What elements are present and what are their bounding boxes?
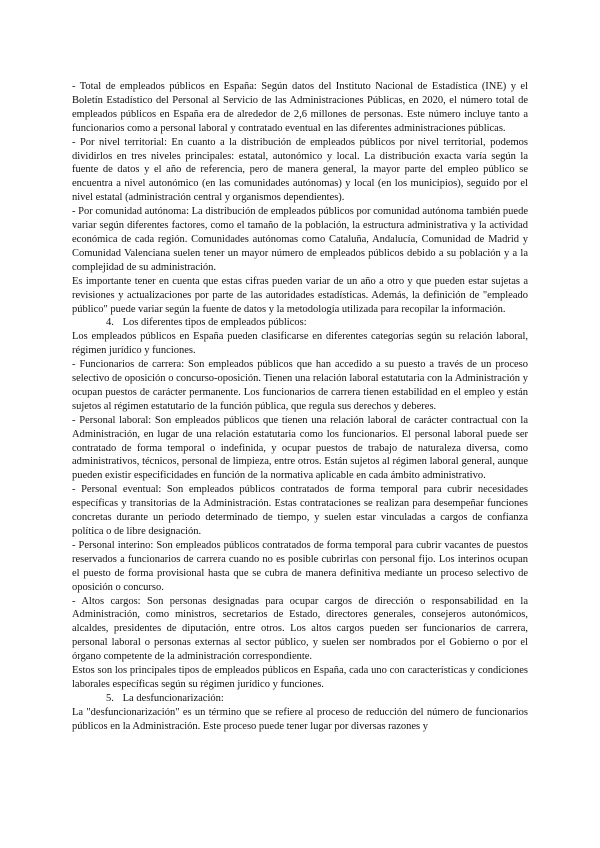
paragraph-funcionarios-carrera: - Funcionarios de carrera: Son empleados públicos que han accedido a su puesto a través de un proceso selectivo de oposición o concurso-oposición. Tienen una relación laboral estatutaria con la Administración y ocupan puestos de carácter permanente. Los funcionarios de carrera tienen estabilidad en el empleo y están sujetos al régimen estatutario de la función pública, que regula sus derechos y deberes. [72, 359, 528, 412]
paragraph-personal-interino: - Personal interino: Son empleados públicos contratados de forma temporal para cubrir vacantes de puestos reservados a funcionarios de carrera cuando no es posible cubrirlas con personal fijo. Los interinos ocupan el puesto de forma provisional hasta que se cubra de manera definitiva mediante un proceso selectivo de oposición o concurso. [72, 539, 528, 593]
paragraph-personal-laboral: - Personal laboral: Son empleados públicos que tienen una relación laboral de carácter contractual con la Administración, en lugar de una relación estatutaria como los funcionarios. El personal laboral puede ser contratado de forma temporal o indefinida, y ocupar puestos de trabajo de naturaleza diversa, como administrativos, técnicos, personal de limpieza, entre otros. Están sujetos al régimen laboral general, aunque pueden existir especificidades en función de la normativa aplicable en cada ámbito administrativo. [72, 414, 528, 482]
paragraph-clasificacion: Los empleados públicos en España pueden clasificarse en diferentes categorías según su relación laboral, régimen jurídico y funciones. [72, 331, 528, 357]
paragraph-comunidad-autonoma: - Por comunidad autónoma: La distribución de empleados públicos por comunidad autónoma también puede variar según diferentes factores, como el tamaño de la población, la estructura administrativa y la actividad económica de cada región. Comunidades autónomas como Cataluña, Andalucía, Comunidad de Madrid y Comunidad Valenciana suelen tener un mayor número de empleados públicos debido a su población y a la complejidad de su administración. [72, 206, 528, 273]
paragraph-nota-cifras: Es importante tener en cuenta que estas cifras pueden variar de un año a otro y que pueden estar sujetas a revisiones y actualizaciones por parte de las autoridades estadísticas. Además, la definición de "empleado público" puede variar según la fuente de datos y la metodología utilizada para recopilar la información. [72, 275, 528, 315]
paragraph-altos-cargos: - Altos cargos: Son personas designadas para ocupar cargos de dirección o responsabilidad en la Administración, como ministros, secretarios de Estado, directores generales, consejeros autonómicos, alcaldes, presidentes de diputación, entre otros. Los altos cargos pueden ser funcionarios de carrera, personal laboral o personas externas al sector público, y suelen ser nombrados por el Gobierno o por el órgano competente de la administración correspondiente. [72, 595, 528, 663]
section-title: La desfuncionarización: [122, 692, 224, 704]
section-heading-tipos [72, 316, 528, 330]
paragraph-total-empleados: - Total de empleados públicos en España: Según datos del Instituto Nacional de Estadística (INE) y el Boletín Estadístico del Personal al Servicio de las Administraciones Públicas, en 2020, el número total de empleados públicos en España era de alrededor de 2,6 millones de personas. Este número incluye tanto a funcionarios como a personal laboral y contratado eventual en las diferentes administraciones públicas. [72, 81, 528, 134]
paragraph-personal-eventual: - Personal eventual: Son empleados públicos contratados de forma temporal para cubrir necesidades específicas y transitorias de la Administración. Estas contrataciones se realizan para desempeñar funciones concretas durante un periodo determinado de tiempo, y suelen estar vinculadas a cargos de confianza política o de libre designación. [72, 484, 528, 537]
section-number: 5. [106, 692, 114, 704]
paragraph-resumen-tipos: Estos son los principales tipos de empleados públicos en España, cada uno con características y condiciones laborales específicas según su régimen jurídico y funciones. [72, 665, 528, 690]
document-page [72, 80, 528, 734]
section-title: Los diferentes tipos de empleados públicos: [122, 317, 307, 329]
section-heading-desfuncionarizacion [72, 692, 528, 706]
paragraph-desfuncionarizacion: La "desfuncionarización" es un término que se refiere al proceso de reducción del número de funcionarios públicos en la Administración. Este proceso puede tener lugar por diversas razones y [72, 706, 528, 732]
paragraph-nivel-territorial: - Por nivel territorial: En cuanto a la distribución de empleados públicos por nivel territorial, podemos dividirlos en tres niveles principales: estatal, autonómico y local. La distribución exacta varía según la fuente de datos y el año de referencia, pero de manera general, la mayor parte del empleo público se encuentra a nivel autonómico (en las comunidades autónomas) y local (en los municipios), seguido por el nivel estatal (administración central y organismos dependientes). [72, 136, 528, 204]
section-number: 4. [106, 317, 114, 329]
